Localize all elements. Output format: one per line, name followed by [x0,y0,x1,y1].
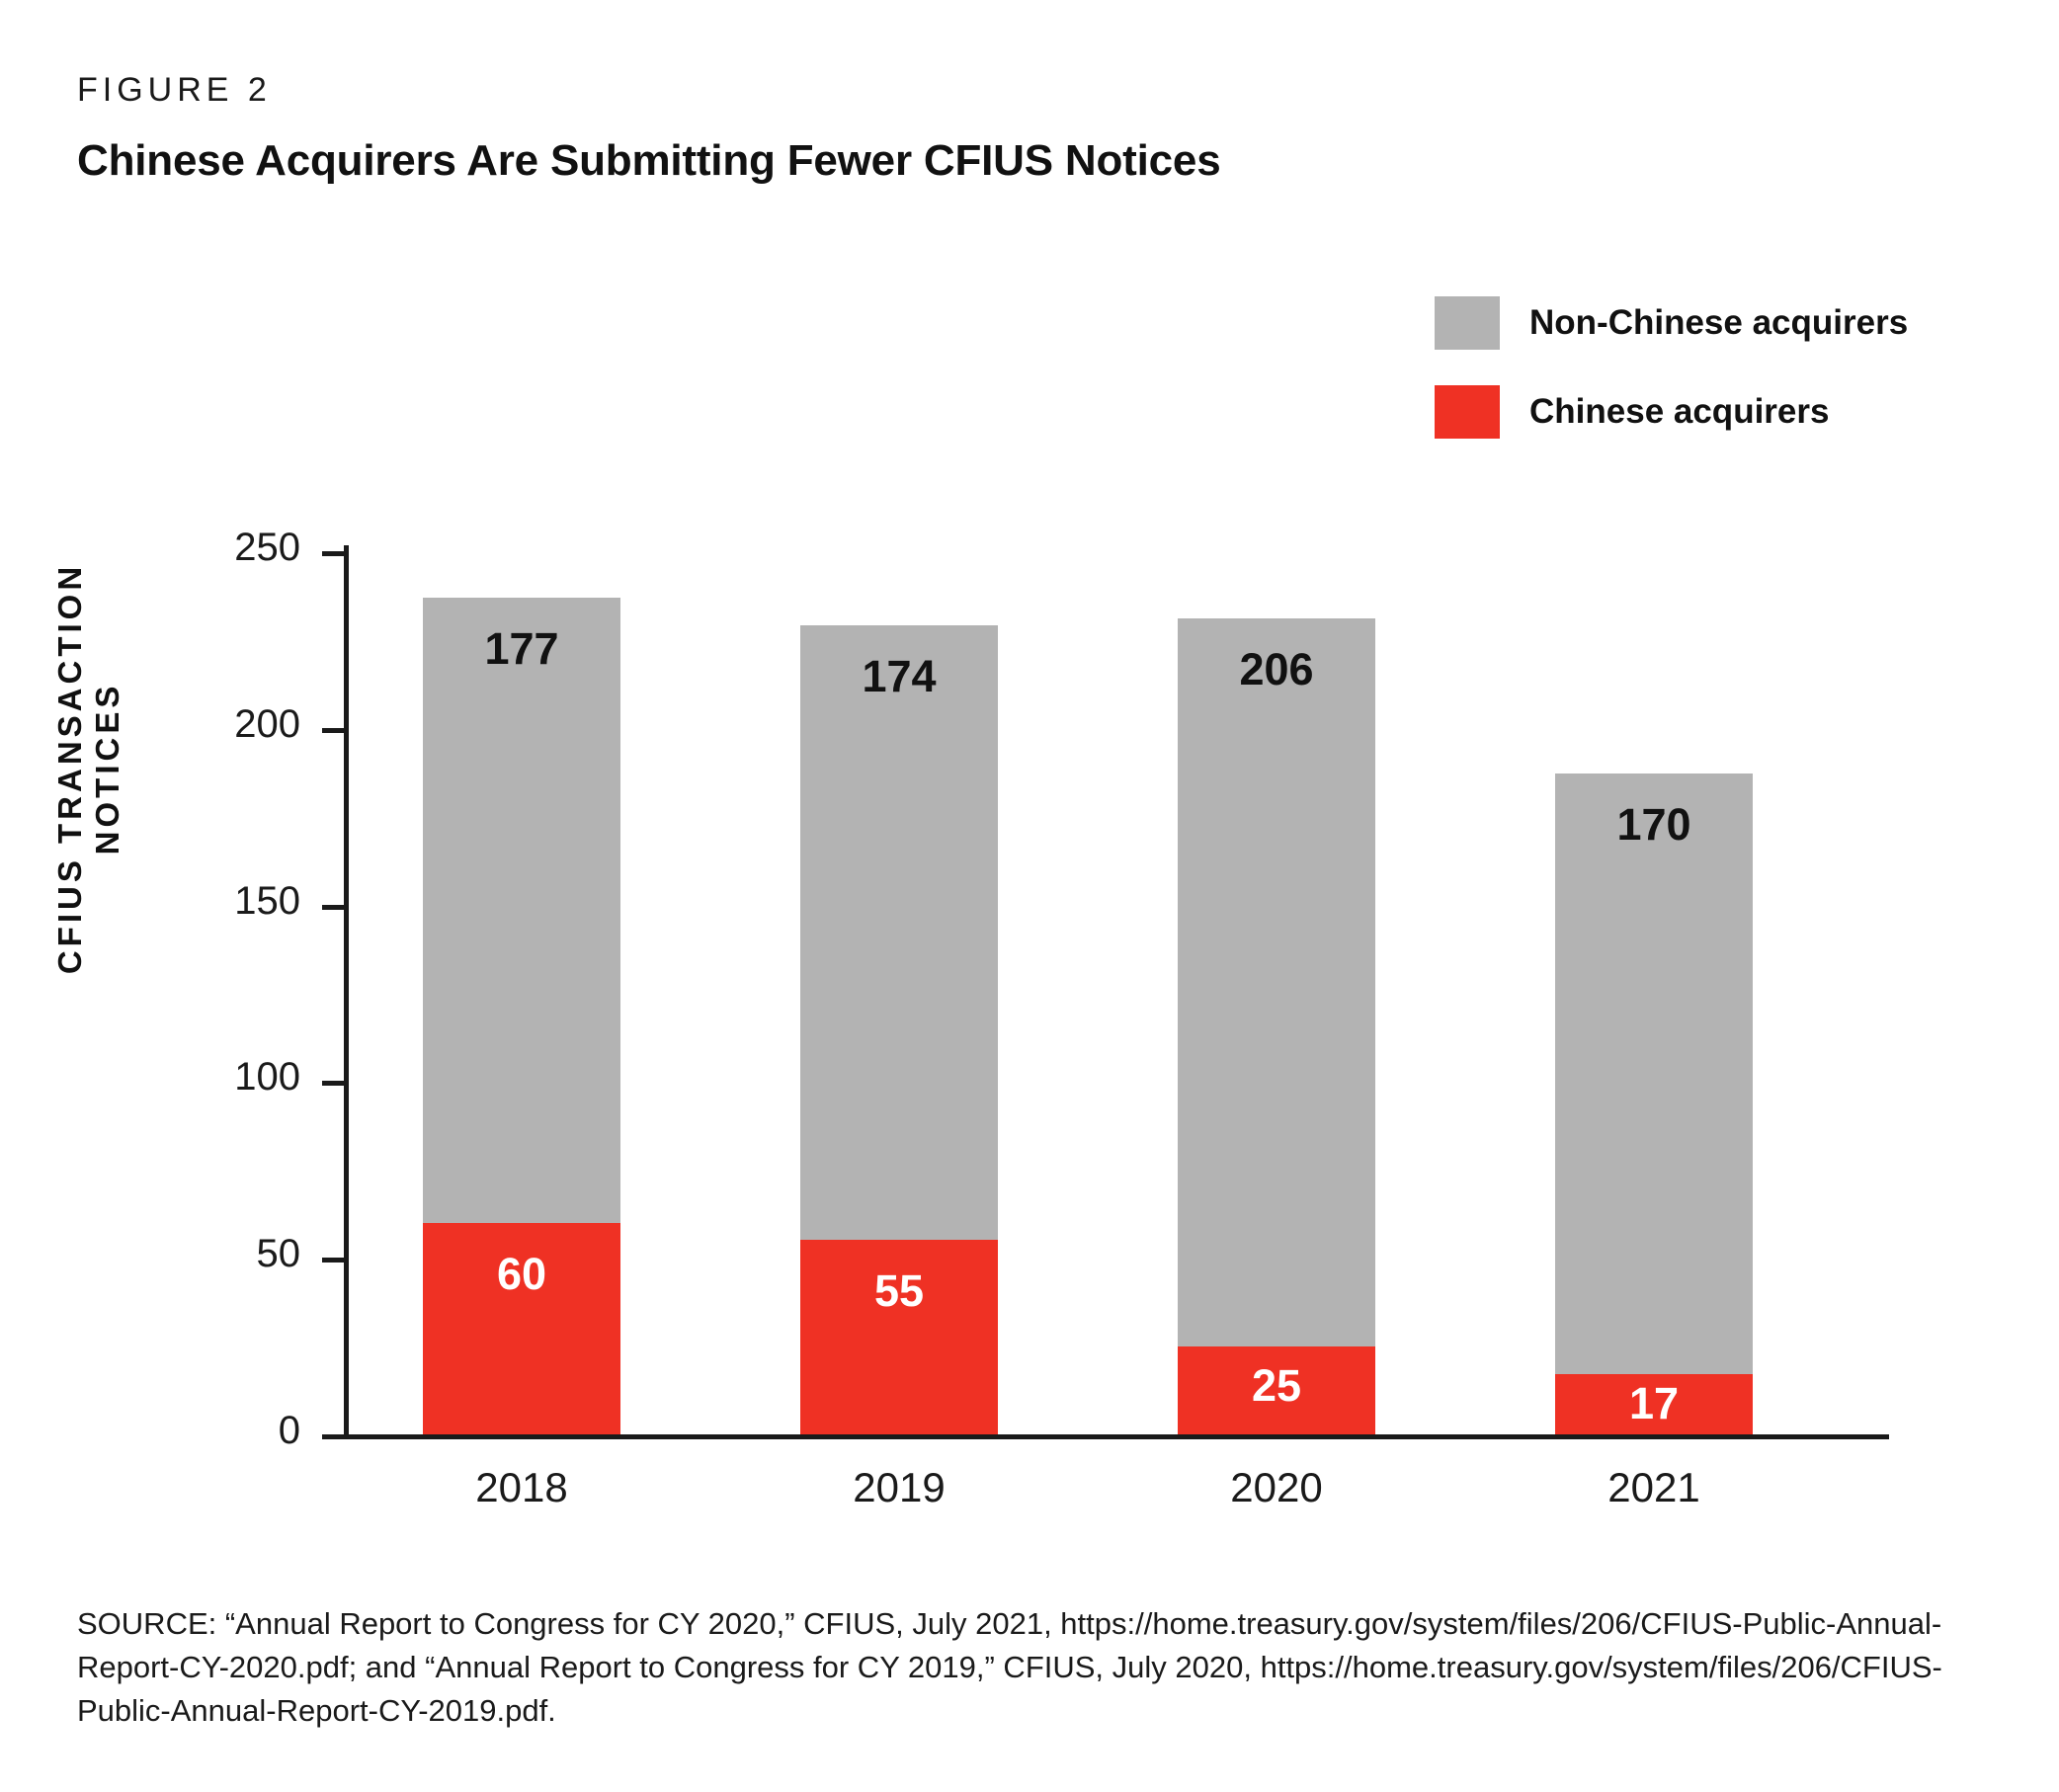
bar-segment-chinese-2021[interactable] [1555,1374,1753,1434]
x-tick-label-2021: 2021 [1607,1464,1700,1510]
bar-label-chinese-2021: 17 [1628,1378,1680,1428]
y-axis-line [344,545,349,1438]
y-tick-50 [322,1258,344,1263]
bar-stack-2021[interactable] [1555,774,1753,1434]
y-tick-label-100: 100 [234,1055,300,1099]
y-tick-200 [322,728,344,733]
y-tick-150 [322,905,344,910]
y-tick-label-50: 50 [256,1232,300,1275]
y-tick-label-250: 250 [234,526,300,569]
bar-label-chinese-2020: 25 [1251,1360,1302,1411]
y-tick-label-150: 150 [234,879,300,923]
bar-label-non-chinese-2020: 206 [1239,644,1314,694]
source-note: SOURCE: “Annual Report to Congress for CY 2020,” CFIUS, July 2021, https://home.treasury.gov/system/files/206/CFIUS-Public-Annual-Report-CY-2020.pdf; and “Annual Report to Congress for CY 2019,” CFIUS, July 2020, https://home.treasury.gov/system/files/206/CFIUS-Public-Annual-Report-CY-2019.pdf. [77,1606,1942,1729]
bar-label-chinese-2019: 55 [873,1265,925,1316]
bar-segment-non-chinese-2021[interactable] [1555,774,1753,1374]
bar-segment-chinese-2019[interactable] [800,1240,998,1434]
legend-label-non-chinese: Non-Chinese acquirers [1529,303,1909,342]
legend-label-chinese: Chinese acquirers [1529,392,1830,431]
x-tick-label-2019: 2019 [853,1464,946,1510]
y-tick-250 [322,551,344,556]
page-title: Chinese Acquirers Are Submitting Fewer CFIUS Notices [77,136,1221,185]
bar-label-non-chinese-2018: 177 [484,623,559,674]
bar-segment-non-chinese-2019[interactable] [800,625,998,1240]
bar-segment-non-chinese-2018[interactable] [423,598,620,1223]
x-tick-label-2018: 2018 [475,1464,568,1510]
bar-stack-2018[interactable] [423,598,620,1434]
bar-segment-non-chinese-2020[interactable] [1178,618,1375,1346]
y-tick-100 [322,1081,344,1086]
bar-stack-2020[interactable] [1178,618,1375,1434]
bar-segment-chinese-2018[interactable] [423,1223,620,1434]
bar-stack-2019[interactable] [800,625,998,1434]
y-tick-label-200: 200 [234,702,300,746]
y-tick-label-0: 0 [278,1409,300,1452]
y-axis-title: CFIUS TRANSACTION NOTICES [51,562,125,975]
bar-label-non-chinese-2019: 174 [862,651,937,701]
y-tick-0 [322,1434,344,1439]
bar-label-chinese-2018: 60 [496,1249,547,1299]
x-tick-label-2020: 2020 [1230,1464,1323,1510]
figure-label: FIGURE 2 [77,71,272,109]
bar-label-non-chinese-2021: 170 [1616,799,1691,850]
x-axis-line [344,1434,1889,1439]
bar-segment-chinese-2020[interactable] [1178,1346,1375,1434]
